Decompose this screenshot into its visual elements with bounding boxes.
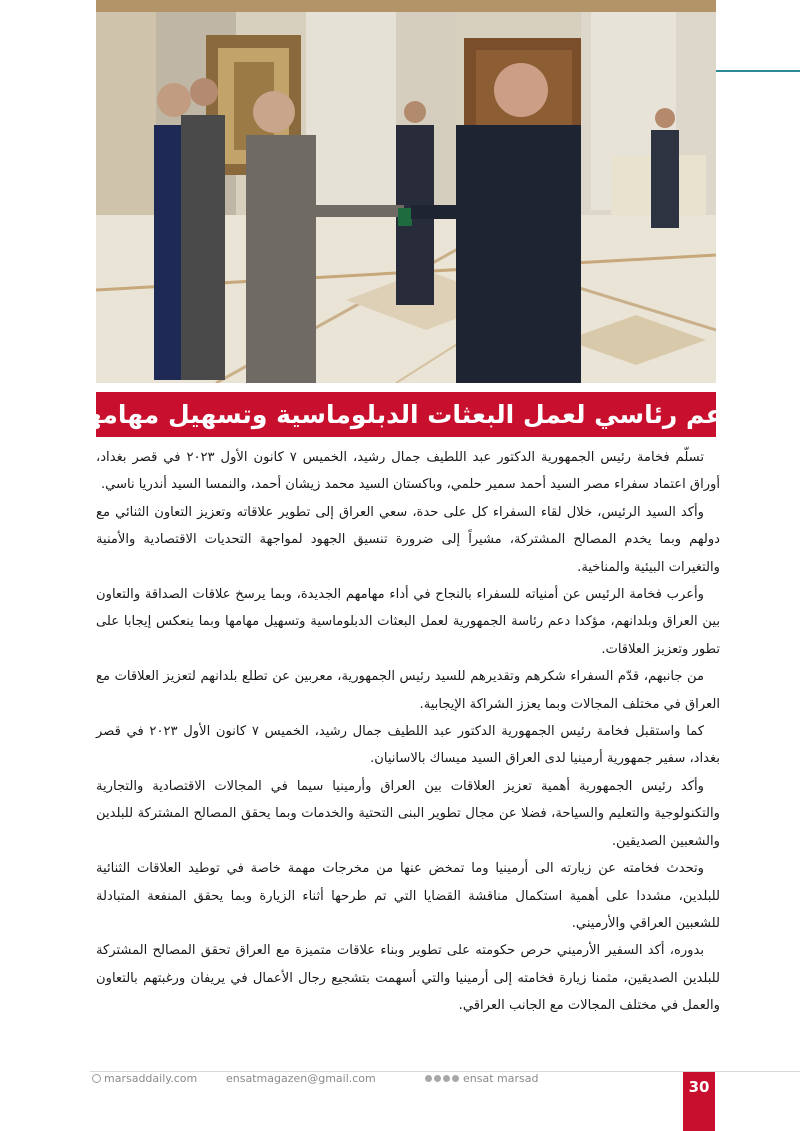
instagram-icon[interactable] [443, 1075, 450, 1082]
twitter-icon[interactable] [434, 1075, 441, 1082]
decorative-rule [716, 70, 800, 72]
globe-icon [92, 1074, 101, 1083]
paragraph-4: من جانبهم، قدّم السفراء شكرهم وتقديرهم للسيد رئيس الجمهورية، معربين عن تطلع بلدانهم لتعزيز العلاقات مع العراق في مختلف المجالات وبما يعزز الشراكة الإيجابية. [96, 669, 720, 712]
article-body [96, 444, 720, 1020]
footer-social [425, 1072, 538, 1085]
paragraph-5: كما واستقبل فخامة رئيس الجمهورية الدكتور عبد اللطيف جمال رشيد، الخميس ٧ كانون الأول ٢٠٢٣ في قصر بغداد، سفير جمهورية أرمينيا لدى العراق السيد ميساك بالاسانيان. [96, 724, 720, 767]
article-photo [96, 0, 716, 383]
footer-website[interactable] [92, 1072, 197, 1085]
paragraph-2: وأكد السيد الرئيس، خلال لقاء السفراء كل على حدة، سعي العراق إلى تطوير علاقاته وتعزيز التعاون الثنائي مع دولهم وبما يخدم المصالح المشتركة، مشيراً إلى ضرورة تنسيق الجهود لمواجهة التحديات الاقتصادية والأمنية والتغيرات البيئية والمناخية. [96, 504, 720, 575]
paragraph-1: تسلّم فخامة رئيس الجمهورية الدكتور عبد اللطيف جمال رشيد، الخميس ٧ كانون الأول ٢٠٢٣ في قصر بغداد، أوراق اعتماد سفراء مصر السيد أحمد سمير حلمي، وباكستان السيد محمد زيشان أحمد، والنمسا السيد أندريا ناسي. [96, 450, 720, 493]
footer-email[interactable]: ensatmagazen@gmail.com [226, 1072, 376, 1085]
facebook-icon[interactable] [425, 1075, 432, 1082]
paragraph-3: وأعرب فخامة الرئيس عن أمنياته للسفراء بالنجاح في أداء مهامهم الجديدة، وبما يرسخ علاقات الصداقة والتعاون بين العراق وبلدانهم، مؤكدا دعم رئاسة الجمهورية لعمل البعثات الدبلوماسية وتسهيل مهامها وبما ينعكس إيجابا على تطور وتعزيز العلاقات. [96, 587, 720, 657]
page-number-tab [683, 1072, 715, 1131]
article-headline: دعم رئاسي لعمل البعثات الدبلوماسية وتسهيل مهامها [76, 400, 736, 429]
page-number: 30 [688, 1078, 710, 1096]
social-handle: ensat marsad [463, 1072, 539, 1085]
paragraph-6: وأكد رئيس الجمهورية أهمية تعزيز العلاقات بين العراق وأرمينيا سيما في المجالات الاقتصادية والتجارية والتكنولوجية والتعليم والسياحة، فضلا عن مجال تطوير البنى التحتية والخدمات وبما يحقق المصالح المشتركة للبلدين والشعبين الصديقين. [96, 778, 720, 849]
headline-banner [76, 392, 736, 437]
youtube-icon[interactable] [452, 1075, 459, 1082]
social-icons [425, 1075, 459, 1082]
paragraph-7: وتحدث فخامته عن زيارته الى أرمينيا وما تمخض عنها من مخرجات مهمة خاصة في توطيد العلاقات الثنائية للبلدين، مشددا على أهمية استكمال مناقشة القضايا التي تم طرحها أثناء الزيارة وبما يحقق المنفعة المتبادلة للشعبين العراقي والأرميني. [96, 861, 720, 931]
paragraph-8: بدوره، أكد السفير الأرميني حرص حكومته على تطوير وبناء علاقات متميزة مع العراق تحقق المصالح المشتركة للبلدين الصديقين، مثمنا زيارة فخامته إلى أرمينيا والتي أسهمت بتشجيع رجال الأعمال في يريفان ورغبتهم بالتعاون والعمل في مختلف المجالات مع الجانب العراقي. [96, 943, 720, 1014]
website-text: marsaddaily.com [104, 1072, 198, 1085]
